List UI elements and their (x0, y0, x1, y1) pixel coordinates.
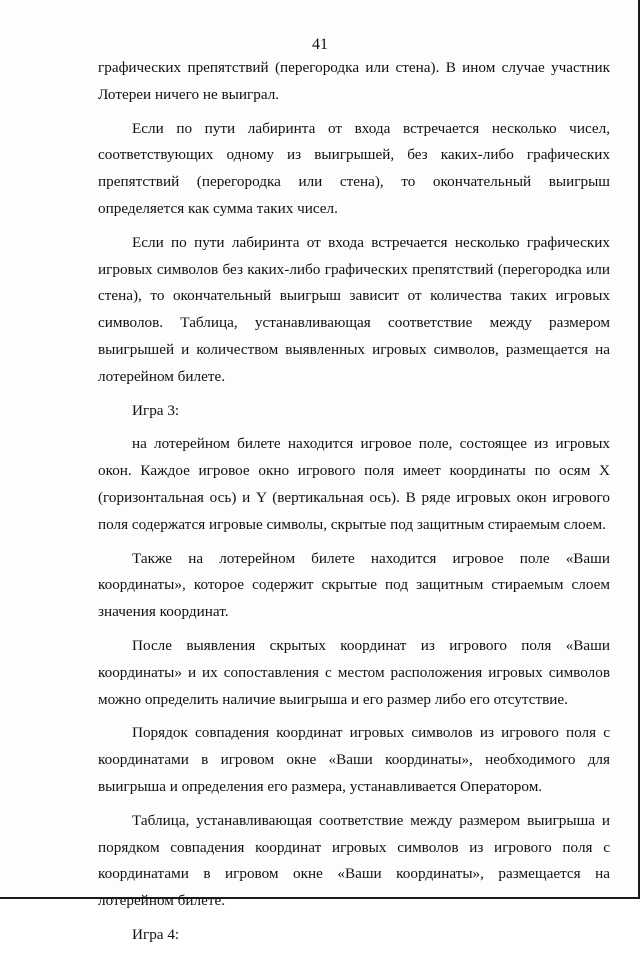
paragraph-sum-of-numbers: Если по пути лабиринта от входа встречается несколько чисел, соответствующих одному из выигрышей, без каких-либо графических препятствий (перегородка или стена), то окончательный выигрыш определяется как сумма таких чисел. (98, 119, 610, 217)
paragraph-your-coordinates-field: Также на лотерейном билете находится игровое поле «Ваши координаты», которое содержит скрытые под защитным стираемым слоем значения координат. (98, 549, 610, 621)
paragraph-operator-order: Порядок совпадения координат игровых символов из игрового поля с координатами в игровом окне «Ваши координаты», необходимого для выигрыша и определения его размера, устанавливается Оператором. (98, 724, 610, 795)
paragraph-prize-table: Таблица, устанавливающая соответствие между размером выигрыша и порядком совпадения координат игровых символов из игрового поля с координатами в игровом окне «Ваши координаты», размещается на лотерейном билете. (98, 811, 610, 910)
paragraph-coordinate-matching: После выявления скрытых координат из игрового поля «Ваши координаты» и их сопоставления с местом расположения игровых символов можно определить наличие выигрыша и его размер либо его отсутствие. (98, 636, 610, 708)
paragraph-game-3-field: на лотерейном билете находится игровое поле, состоящее из игровых окон. Каждое игровое окно игрового поля имеет координаты по осям X (горизонтальная ось) и Y (вертикальная ось). В ряде игровых окон игрового поля содержатся игровые символы, скрытые под защитным стираемым слоем. (98, 435, 610, 533)
paragraph-graphic-symbols: Если по пути лабиринта от входа встречается несколько графических игровых символов без каких-либо графических препятствий (перегородка или стена), то окончательный выигрыш зависит от количества таких игровых символов. Таблица, устанавливающая соответствие между размером выигрышей и количеством выявленных игровых символов, размещается на лотерейном билете. (98, 233, 610, 385)
document-body (98, 55, 610, 956)
game-3-heading: Игра 3: (132, 401, 180, 419)
paragraph-continuation: графических препятствий (перегородка или стена). В ином случае участник Лотереи ничего не выиграл. (98, 59, 610, 103)
page-number: 41 (312, 36, 328, 53)
game-4-heading: Игра 4: (132, 925, 180, 943)
